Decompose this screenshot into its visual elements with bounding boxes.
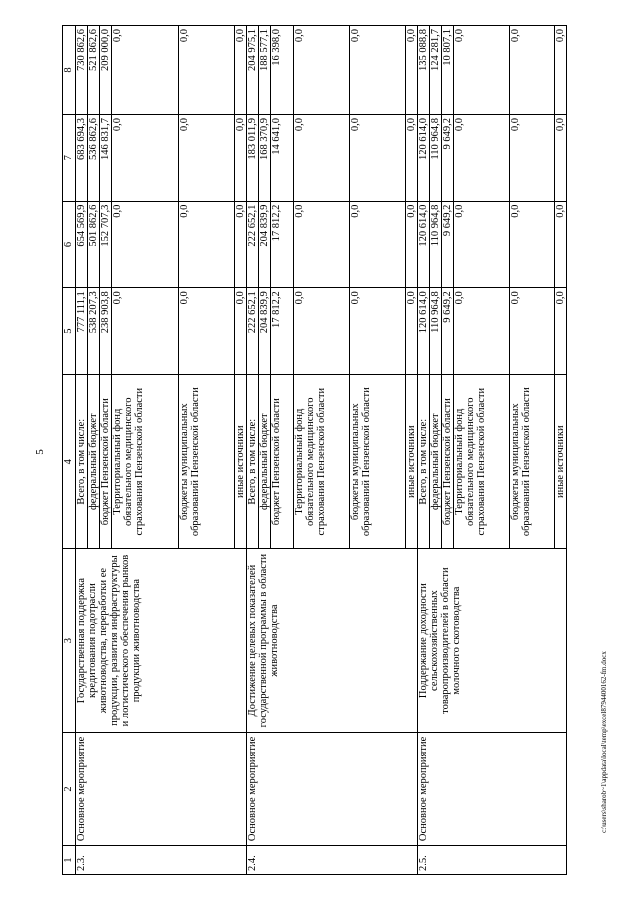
value-cell: 0,0 xyxy=(406,114,418,201)
value-cell: 183 011,9 xyxy=(247,114,259,201)
value-cell: 188 577,1 xyxy=(259,26,271,115)
value-cell: 209 000,0 xyxy=(100,26,112,115)
measure-2-3 xyxy=(76,26,247,875)
header-col-6: 6 xyxy=(63,201,76,288)
measure-2-5 xyxy=(418,26,567,875)
value-cell: 0,0 xyxy=(235,201,247,288)
value-cell: 9 649,2 xyxy=(442,201,454,288)
value-cell: 124 281,7 xyxy=(430,26,442,115)
value-cell: 110 964,8 xyxy=(430,114,442,201)
value-cell: 683 694,3 xyxy=(76,114,88,201)
value-cell: 0,0 xyxy=(406,288,418,375)
row-number: 2.4. xyxy=(247,846,418,875)
value-cell: 110 964,8 xyxy=(430,201,442,288)
value-cell: 0,0 xyxy=(294,114,350,201)
value-cell: 501 862,6 xyxy=(88,201,100,288)
value-cell: 777 111,1 xyxy=(76,288,88,375)
value-cell: 110 964,8 xyxy=(430,288,442,375)
value-cell: 16 398,0 xyxy=(271,26,294,115)
measure-2-4 xyxy=(247,26,418,875)
footer-file-path: c:\users\sharob~1\appdata\local\temp\excel8794400162-fm.docx xyxy=(600,651,608,833)
value-cell: 0,0 xyxy=(454,288,510,375)
value-cell: 135 088,8 xyxy=(418,26,430,115)
header-col-5: 5 xyxy=(63,288,76,375)
value-cell: 0,0 xyxy=(350,114,406,201)
value-cell: 120 614,0 xyxy=(418,288,430,375)
value-cell: 204 839,9 xyxy=(259,288,271,375)
row-name: Поддержание доходности сельскохозяйственных товаропроизводителей в области молочного скотоводства xyxy=(418,549,567,732)
value-cell: 0,0 xyxy=(406,201,418,288)
row-type: Основное мероприятие xyxy=(247,732,418,845)
value-cell: 0,0 xyxy=(555,26,567,115)
value-cell: 0,0 xyxy=(454,26,510,115)
source-municipal: бюджеты муниципальных образований Пензенской области xyxy=(350,374,406,548)
source-municipal: бюджеты муниципальных образований Пензенской области xyxy=(510,374,555,548)
source-total: Всего, в том числе: xyxy=(76,374,88,548)
row-number: 2.3. xyxy=(76,846,247,875)
value-cell: 9 649,2 xyxy=(442,288,454,375)
header-col-8: 8 xyxy=(63,26,76,115)
value-cell: 0,0 xyxy=(555,288,567,375)
row-type: Основное мероприятие xyxy=(76,732,247,845)
source-total: Всего, в том числе: xyxy=(418,374,430,548)
source-federal: федеральный бюджет xyxy=(430,374,442,548)
header-col-4: 4 xyxy=(63,374,76,548)
source-municipal: бюджеты муниципальных образований Пензенской области xyxy=(179,374,235,548)
table-row xyxy=(76,26,88,875)
rotated-table-container xyxy=(62,25,624,875)
value-cell: 10 807,1 xyxy=(442,26,454,115)
source-fund: Территориальный фонд обязательного медицинского страхования Пензенской области xyxy=(112,374,179,548)
value-cell: 0,0 xyxy=(454,201,510,288)
source-federal: федеральный бюджет xyxy=(259,374,271,548)
value-cell: 0,0 xyxy=(350,201,406,288)
value-cell: 0,0 xyxy=(406,26,418,115)
header-col-7: 7 xyxy=(63,114,76,201)
value-cell: 0,0 xyxy=(294,26,350,115)
value-cell: 0,0 xyxy=(350,288,406,375)
row-type: Основное мероприятие xyxy=(418,732,567,845)
value-cell: 0,0 xyxy=(555,114,567,201)
table-row xyxy=(247,26,259,875)
financing-table xyxy=(62,25,567,875)
source-other: иные источники xyxy=(406,374,418,548)
value-cell: 152 707,3 xyxy=(100,201,112,288)
value-cell: 120 614,0 xyxy=(418,114,430,201)
value-cell: 168 370,9 xyxy=(259,114,271,201)
row-name: Государственная поддержка кредитования подотрасли животноводства, переработки ее продукции, развития инфраструктуры и логистического обеспечения рынков продукции животноводства xyxy=(76,549,247,732)
value-cell: 238 903,8 xyxy=(100,288,112,375)
value-cell: 146 831,7 xyxy=(100,114,112,201)
value-cell: 9 649,2 xyxy=(442,114,454,201)
table-row xyxy=(418,26,430,875)
value-cell: 222 652,1 xyxy=(247,288,259,375)
value-cell: 222 652,1 xyxy=(247,201,259,288)
value-cell: 0,0 xyxy=(555,201,567,288)
value-cell: 0,0 xyxy=(179,201,235,288)
source-regional: бюджет Пензенской области xyxy=(271,374,294,548)
value-cell: 0,0 xyxy=(112,114,179,201)
value-cell: 0,0 xyxy=(510,201,555,288)
value-cell: 521 862,6 xyxy=(88,26,100,115)
value-cell: 0,0 xyxy=(235,288,247,375)
value-cell: 536 862,6 xyxy=(88,114,100,201)
source-other: иные источники xyxy=(235,374,247,548)
value-cell: 0,0 xyxy=(510,26,555,115)
header-col-3: 3 xyxy=(63,549,76,732)
value-cell: 0,0 xyxy=(112,201,179,288)
value-cell: 14 641,0 xyxy=(271,114,294,201)
source-regional: бюджет Пензенской области xyxy=(442,374,454,548)
value-cell: 0,0 xyxy=(454,114,510,201)
row-number: 2.5. xyxy=(418,846,567,875)
value-cell: 17 812,2 xyxy=(271,288,294,375)
value-cell: 0,0 xyxy=(510,288,555,375)
source-total: Всего, в том числе: xyxy=(247,374,259,548)
value-cell: 0,0 xyxy=(179,114,235,201)
source-other: иные источники xyxy=(555,374,567,548)
value-cell: 0,0 xyxy=(294,201,350,288)
source-federal: федеральный бюджет xyxy=(88,374,100,548)
value-cell: 204 839,9 xyxy=(259,201,271,288)
page-number: 5 xyxy=(34,449,46,455)
value-cell: 120 614,0 xyxy=(418,201,430,288)
value-cell: 0,0 xyxy=(112,288,179,375)
value-cell: 0,0 xyxy=(112,26,179,115)
value-cell: 538 207,3 xyxy=(88,288,100,375)
value-cell: 0,0 xyxy=(179,26,235,115)
header-col-2: 2 xyxy=(63,732,76,845)
value-cell: 730 862,6 xyxy=(76,26,88,115)
value-cell: 0,0 xyxy=(179,288,235,375)
source-regional: бюджет Пензенской области xyxy=(100,374,112,548)
value-cell: 204 975,1 xyxy=(247,26,259,115)
value-cell: 0,0 xyxy=(350,26,406,115)
header-col-1: 1 xyxy=(63,846,76,875)
value-cell: 0,0 xyxy=(510,114,555,201)
value-cell: 0,0 xyxy=(294,288,350,375)
row-name: Достижение целевых показателей государственной программы в области животноводства xyxy=(247,549,418,732)
source-fund: Территориальный фонд обязательного медицинского страхования Пензенской области xyxy=(454,374,510,548)
header-row xyxy=(63,26,76,875)
value-cell: 654 569,9 xyxy=(76,201,88,288)
value-cell: 0,0 xyxy=(235,114,247,201)
value-cell: 17 812,2 xyxy=(271,201,294,288)
source-fund: Территориальный фонд обязательного медицинского страхования Пензенской области xyxy=(294,374,350,548)
value-cell: 0,0 xyxy=(235,26,247,115)
